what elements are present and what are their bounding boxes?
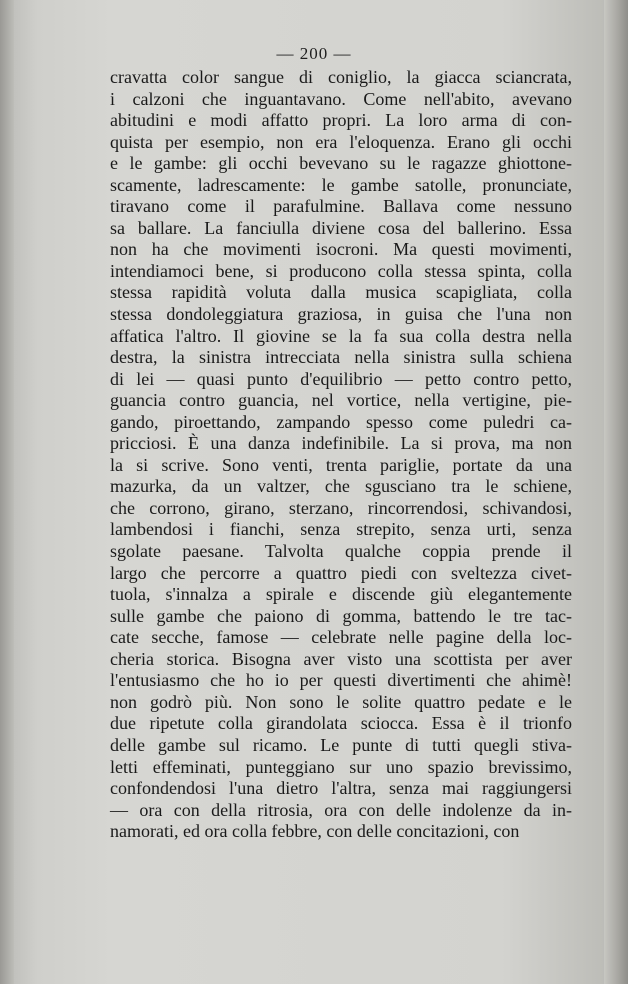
page-number: — 200 — bbox=[276, 44, 352, 63]
text-line: l'entusiasmo che ho io per questi divertimenti che ahimè! bbox=[110, 670, 572, 691]
text-line: gando, piroettando, zampando spesso come puledri ca- bbox=[110, 411, 572, 432]
text-line: cate secche, famose — celebrate nelle pagine della loc- bbox=[110, 627, 572, 648]
text-line: sulle gambe che paiono di gomma, battendo le tre tac- bbox=[110, 605, 572, 626]
text-line: confondendosi l'una dietro l'altra, senza mai raggiungersi bbox=[110, 778, 572, 799]
text-line: i calzoni che inguantavano. Come nell'abito, avevano bbox=[110, 88, 572, 109]
body-text bbox=[110, 67, 572, 843]
text-line: scamente, ladrescamente: le gambe satolle, pronunciate, bbox=[110, 174, 572, 195]
text-line: non ha che movimenti isocroni. Ma questi movimenti, bbox=[110, 239, 572, 260]
text-line: mazurka, da un valtzer, che sgusciano tra le schiene, bbox=[110, 476, 572, 497]
text-line: sa ballare. La fanciulla diviene cosa del ballerino. Essa bbox=[110, 217, 572, 238]
text-line: destra, la sinistra intrecciata nella sinistra sulla schiena bbox=[110, 347, 572, 368]
text-line: guancia contro guancia, nel vortice, nella vertigine, pie- bbox=[110, 390, 572, 411]
text-line: quista per esempio, non era l'eloquenza. Erano gli occhi bbox=[110, 131, 572, 152]
text-line: e le gambe: gli occhi bevevano su le ragazze ghiottone- bbox=[110, 153, 572, 174]
text-line: abitudini e modi affatto propri. La loro arma di con- bbox=[110, 110, 572, 131]
text-line: affatica l'altro. Il giovine se la fa sua colla destra nella bbox=[110, 325, 572, 346]
text-line: letti effeminati, punteggiano sur uno spazio brevissimo, bbox=[110, 756, 572, 777]
text-line: intendiamoci bene, si producono colla stessa spinta, colla bbox=[110, 260, 572, 281]
text-line: cravatta color sangue di coniglio, la giacca sciancrata, bbox=[110, 67, 572, 87]
book-gutter-shadow bbox=[0, 0, 14, 984]
text-line: namorati, ed ora colla febbre, con delle concitazioni, con bbox=[110, 821, 520, 842]
text-line: che corrono, girano, sterzano, rincorrendosi, schivandosi, bbox=[110, 497, 572, 518]
text-line: stessa rapidità voluta dalla musica scapigliata, colla bbox=[110, 282, 572, 303]
text-line: stessa dondoleggiatura graziosa, in guisa che l'una non bbox=[110, 304, 572, 325]
text-line: delle gambe sul ricamo. Le punte di tutti quegli stiva- bbox=[110, 734, 572, 755]
text-line: due ripetute colla girandolata sciocca. Essa è il trionfo bbox=[110, 713, 572, 734]
text-line: di lei — quasi punto d'equilibrio — petto contro petto, bbox=[110, 368, 572, 389]
text-line: pricciosi. È una danza indefinibile. La si prova, ma non bbox=[110, 433, 572, 454]
text-line: lambendosi i fianchi, senza strepito, senza urti, senza bbox=[110, 519, 572, 540]
page-edge-shadow bbox=[604, 0, 628, 984]
text-line: sgolate paesane. Talvolta qualche coppia prende il bbox=[110, 541, 572, 562]
text-line: tuola, s'innalza a spirale e discende giù elegantemente bbox=[110, 584, 572, 605]
text-line: la si scrive. Sono venti, trenta pariglie, portate da una bbox=[110, 454, 572, 475]
text-line: — ora con della ritrosia, ora con delle indolenze da in- bbox=[110, 799, 572, 820]
text-line: largo che percorre a quattro piedi con sveltezza civet- bbox=[110, 562, 572, 583]
text-line: cheria storica. Bisogna aver visto una scottista per aver bbox=[110, 648, 572, 669]
text-line: tiravano come il parafulmine. Ballava come nessuno bbox=[110, 196, 572, 217]
text-line: non godrò più. Non sono le solite quattro pedate e le bbox=[110, 691, 572, 712]
